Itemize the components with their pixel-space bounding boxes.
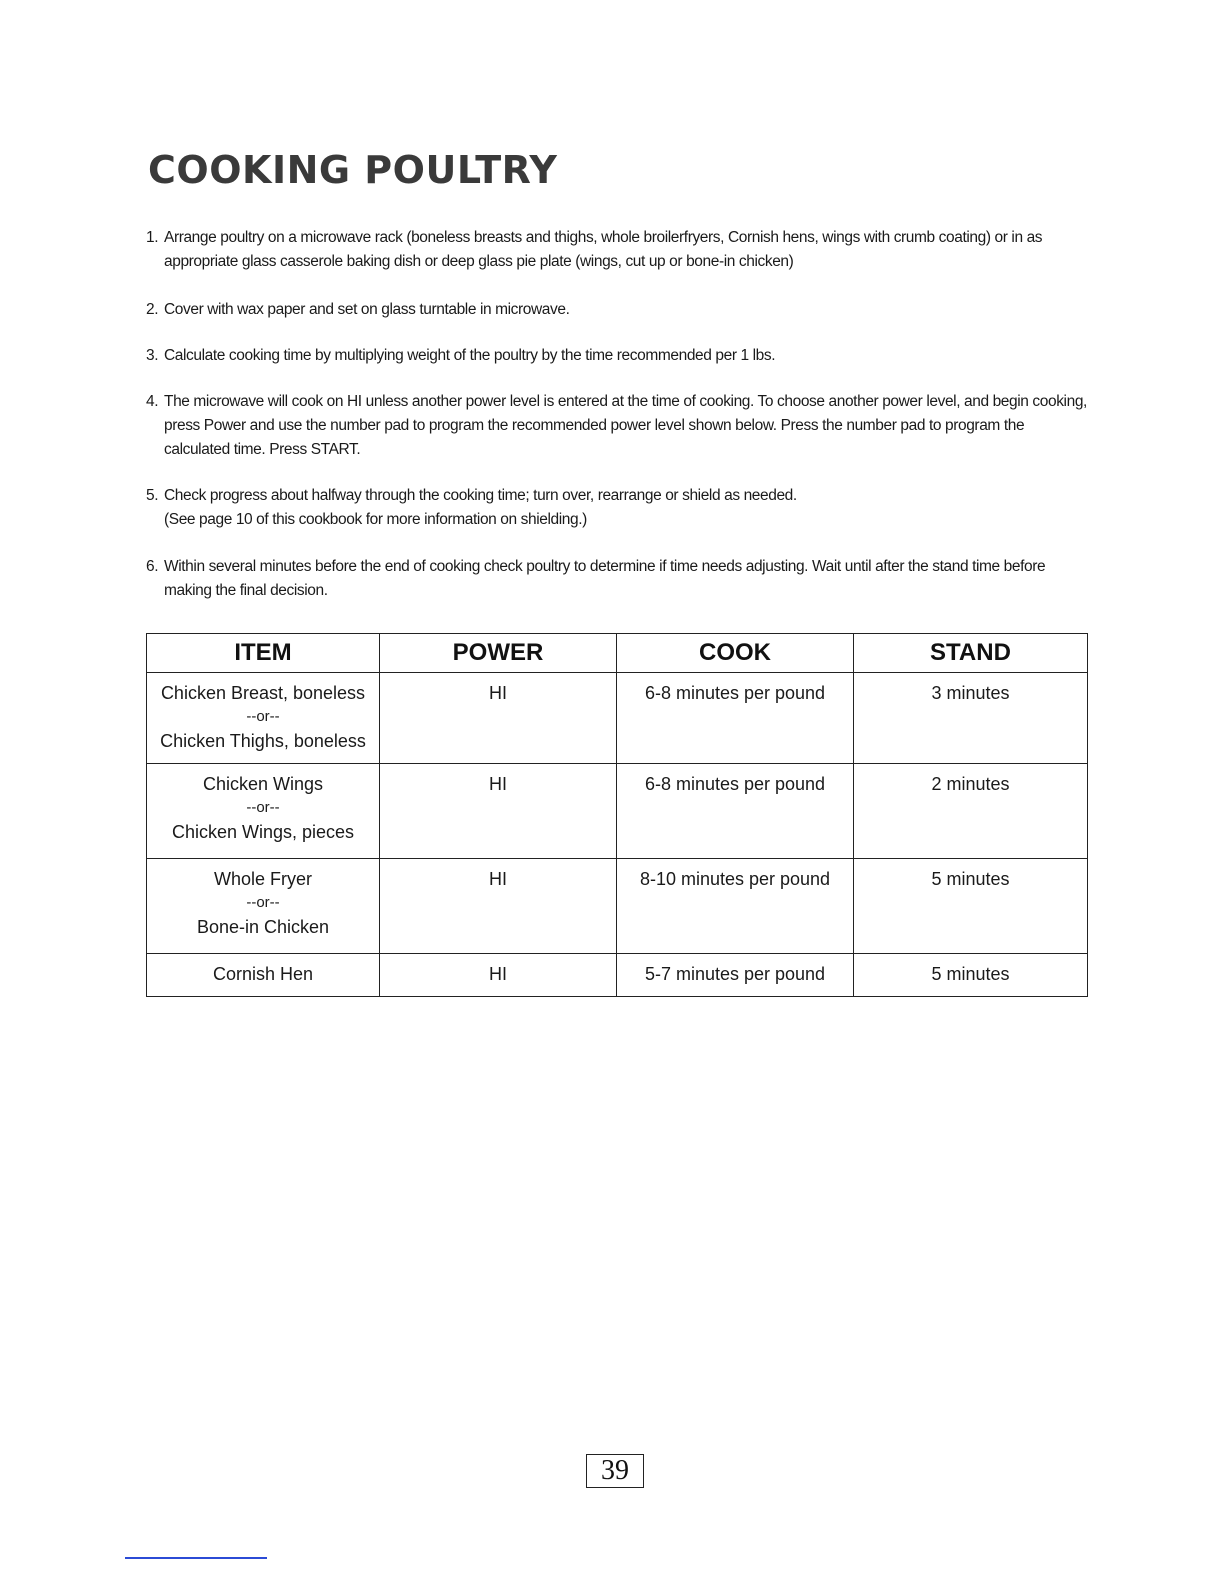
item-cell [147, 859, 380, 954]
page-title: COOKING POULTRY [148, 148, 558, 192]
stand-cell: 5 minutes [854, 859, 1088, 954]
item-cell [147, 764, 380, 859]
item-alt-name: Bone-in Chicken [196, 917, 330, 937]
item-cell [147, 673, 380, 764]
item-alt-name: Chicken Wings, pieces [171, 822, 355, 842]
power-cell: HI [380, 859, 617, 954]
item-alt-name: Chicken Thighs, boneless [160, 731, 366, 751]
cook-cell: 6-8 minutes per pound [617, 764, 854, 859]
step-text-group [164, 484, 1090, 532]
table-header-row [147, 634, 1088, 673]
step-text: Calculate cooking time by multiplying weight of the poultry by the time recommended per 1 lbs. [164, 347, 776, 364]
instruction-step [146, 298, 1090, 322]
instruction-step [146, 344, 1090, 368]
header-stand: STAND [854, 634, 1088, 673]
table-row [147, 859, 1088, 954]
cook-cell: 8-10 minutes per pound [617, 859, 854, 954]
power-cell: HI [380, 673, 617, 764]
step-number: 4. [146, 393, 159, 410]
cooking-table [146, 633, 1088, 997]
instruction-step [146, 555, 1090, 603]
or-separator: --or-- [246, 799, 280, 816]
item-name: Whole Fryer [213, 869, 312, 889]
item-name: Chicken Wings [202, 774, 324, 794]
step-number: 1. [146, 229, 159, 246]
step-text: Check progress about halfway through the cooking time; turn over, rearrange or shield as needed. [164, 487, 797, 504]
stand-cell: 5 minutes [854, 954, 1088, 997]
item-cell: Cornish Hen [147, 954, 380, 997]
power-cell: HI [380, 954, 617, 997]
or-separator: --or-- [246, 894, 280, 911]
step-text: The microwave will cook on HI unless another power level is entered at the time of cooking. To choose another power level, and begin cooking, press Power and use the number pad to program the recommended power level shown below. Press the number pad to program the calculated time. Press START. [164, 393, 1087, 458]
instruction-step [146, 390, 1090, 462]
item-name: Chicken Breast, boneless [160, 683, 366, 703]
power-cell: HI [380, 764, 617, 859]
instruction-step [146, 226, 1090, 274]
or-separator: --or-- [246, 708, 280, 725]
header-cook: COOK [617, 634, 854, 673]
stand-cell: 2 minutes [854, 764, 1088, 859]
header-item: ITEM [147, 634, 380, 673]
instruction-list [146, 226, 1090, 603]
step-text: Cover with wax paper and set on glass turntable in microwave. [164, 301, 570, 318]
scan-edge-line [125, 1557, 267, 1559]
header-power: POWER [380, 634, 617, 673]
step-number: 3. [146, 347, 159, 364]
page-number: 39 [586, 1454, 644, 1488]
step-note: (See page 10 of this cookbook for more information on shielding.) [164, 511, 587, 528]
cook-cell: 5-7 minutes per pound [617, 954, 854, 997]
table-row [147, 673, 1088, 764]
step-number: 2. [146, 301, 159, 318]
step-text: Within several minutes before the end of cooking check poultry to determine if time needs adjusting. Wait until after the stand time before making the final decision. [164, 558, 1046, 599]
step-number: 6. [146, 558, 159, 575]
step-number: 5. [146, 487, 159, 504]
stand-cell: 3 minutes [854, 673, 1088, 764]
instruction-step [146, 484, 1090, 532]
table-row [147, 954, 1088, 997]
cook-cell: 6-8 minutes per pound [617, 673, 854, 764]
step-text: Arrange poultry on a microwave rack (boneless breasts and thighs, whole broilerfryers, Cornish hens, wings with crumb coating) or in as appropriate glass casserole baking dish or deep glass pie plate (wings, cut up or bone-in chicken) [164, 229, 1043, 270]
table-row [147, 764, 1088, 859]
